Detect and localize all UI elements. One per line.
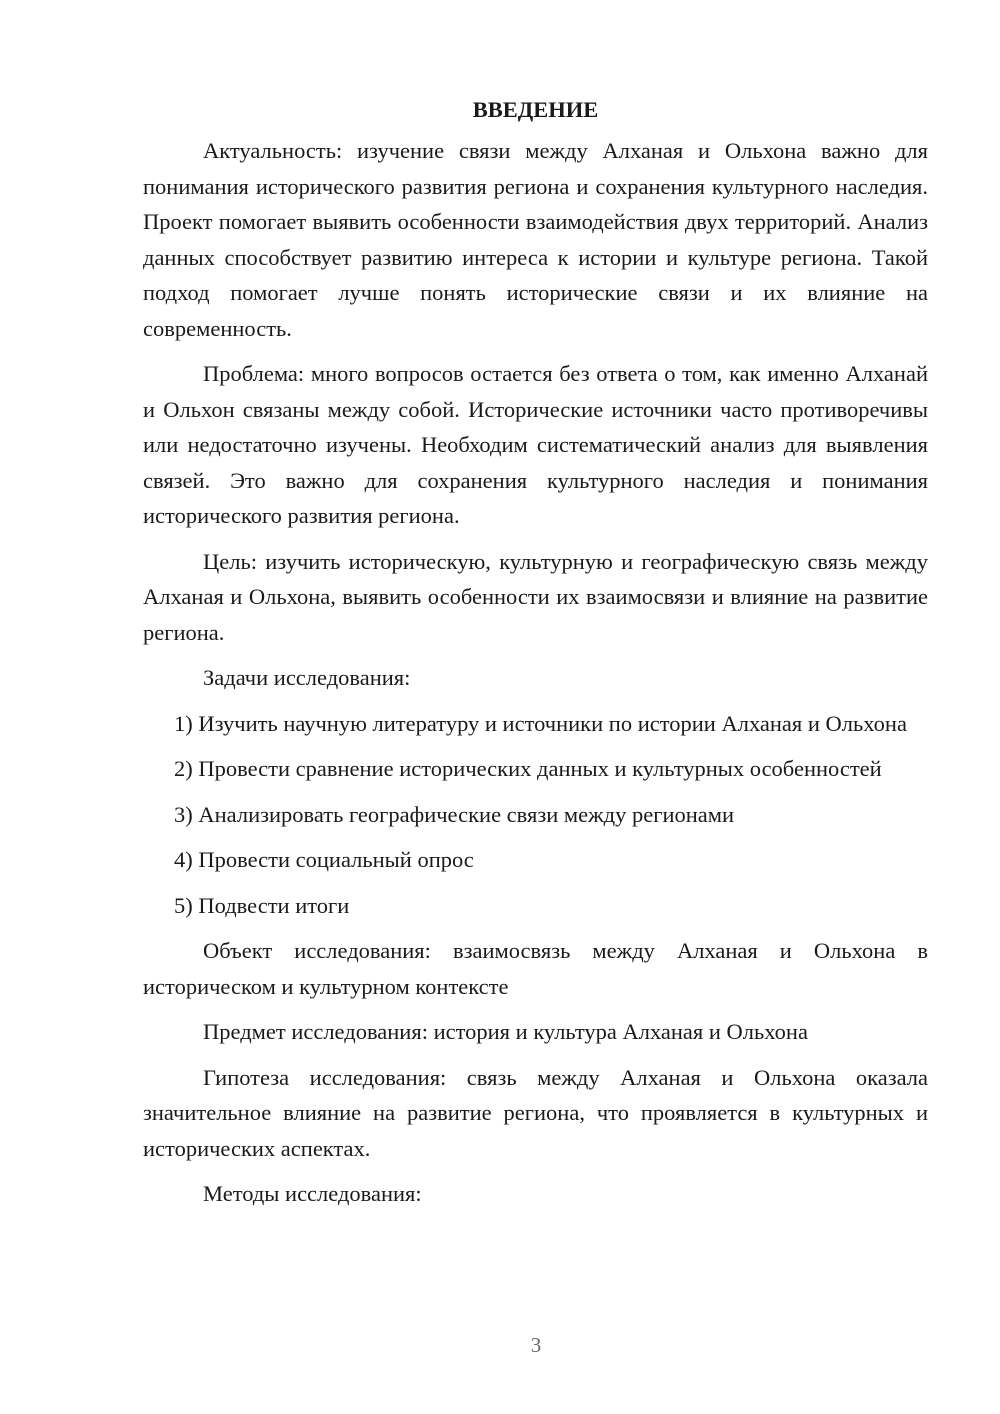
page-number: 3: [530, 1333, 542, 1357]
document-title: ВВЕДЕНИЕ: [472, 97, 599, 122]
problem-paragraph: Проблема: много вопросов остается без ответа о том, как именно Алханай и Ольхон связаны между собой. Исторические источники часто противоречивы или недостаточно изучены. Необходим систематический анализ для выявления связей. Это важно для сохранения культурного наследия и понимания исторического развития региона.: [143, 361, 928, 528]
relevance-paragraph: Актуальность: изучение связи между Алханая и Ольхона важно для понимания исторического развития региона и сохранения культурного наследия. Проект помогает выявить особенности взаимодействия двух территорий. Анализ данных способствует развитию интереса к истории и культуре региона. Такой подход помогает лучше понять исторические связи и их влияние на современность.: [143, 138, 928, 341]
document-page: [143, 92, 928, 1222]
object-paragraph: Объект исследования: взаимосвязь между Алханая и Ольхона в историческом и культурном контексте: [143, 938, 928, 999]
hypothesis-paragraph: Гипотеза исследования: связь между Алханая и Ольхона оказала значительное влияние на развитие региона, что проявляется в культурных и исторических аспектах.: [143, 1064, 928, 1161]
task-item-1: 1) Изучить научную литературу и источники по истории Алханая и Ольхона: [174, 710, 907, 736]
task-item-4: 4) Провести социальный опрос: [174, 847, 474, 872]
methods-heading: Методы исследования:: [203, 1181, 422, 1206]
task-item-2: 2) Провести сравнение исторических данных и культурных особенностей: [174, 756, 882, 781]
subject-paragraph: Предмет исследования: история и культура Алханая и Ольхона: [203, 1019, 808, 1044]
goal-paragraph: Цель: изучить историческую, культурную и географическую связь между Алханая и Ольхона, выявить особенности их взаимосвязи и влияние на развитие региона.: [143, 548, 928, 645]
tasks-heading: Задачи исследования:: [203, 665, 411, 690]
task-item-3: 3) Анализировать географические связи между регионами: [174, 801, 735, 827]
task-item-5: 5) Подвести итоги: [174, 892, 350, 918]
